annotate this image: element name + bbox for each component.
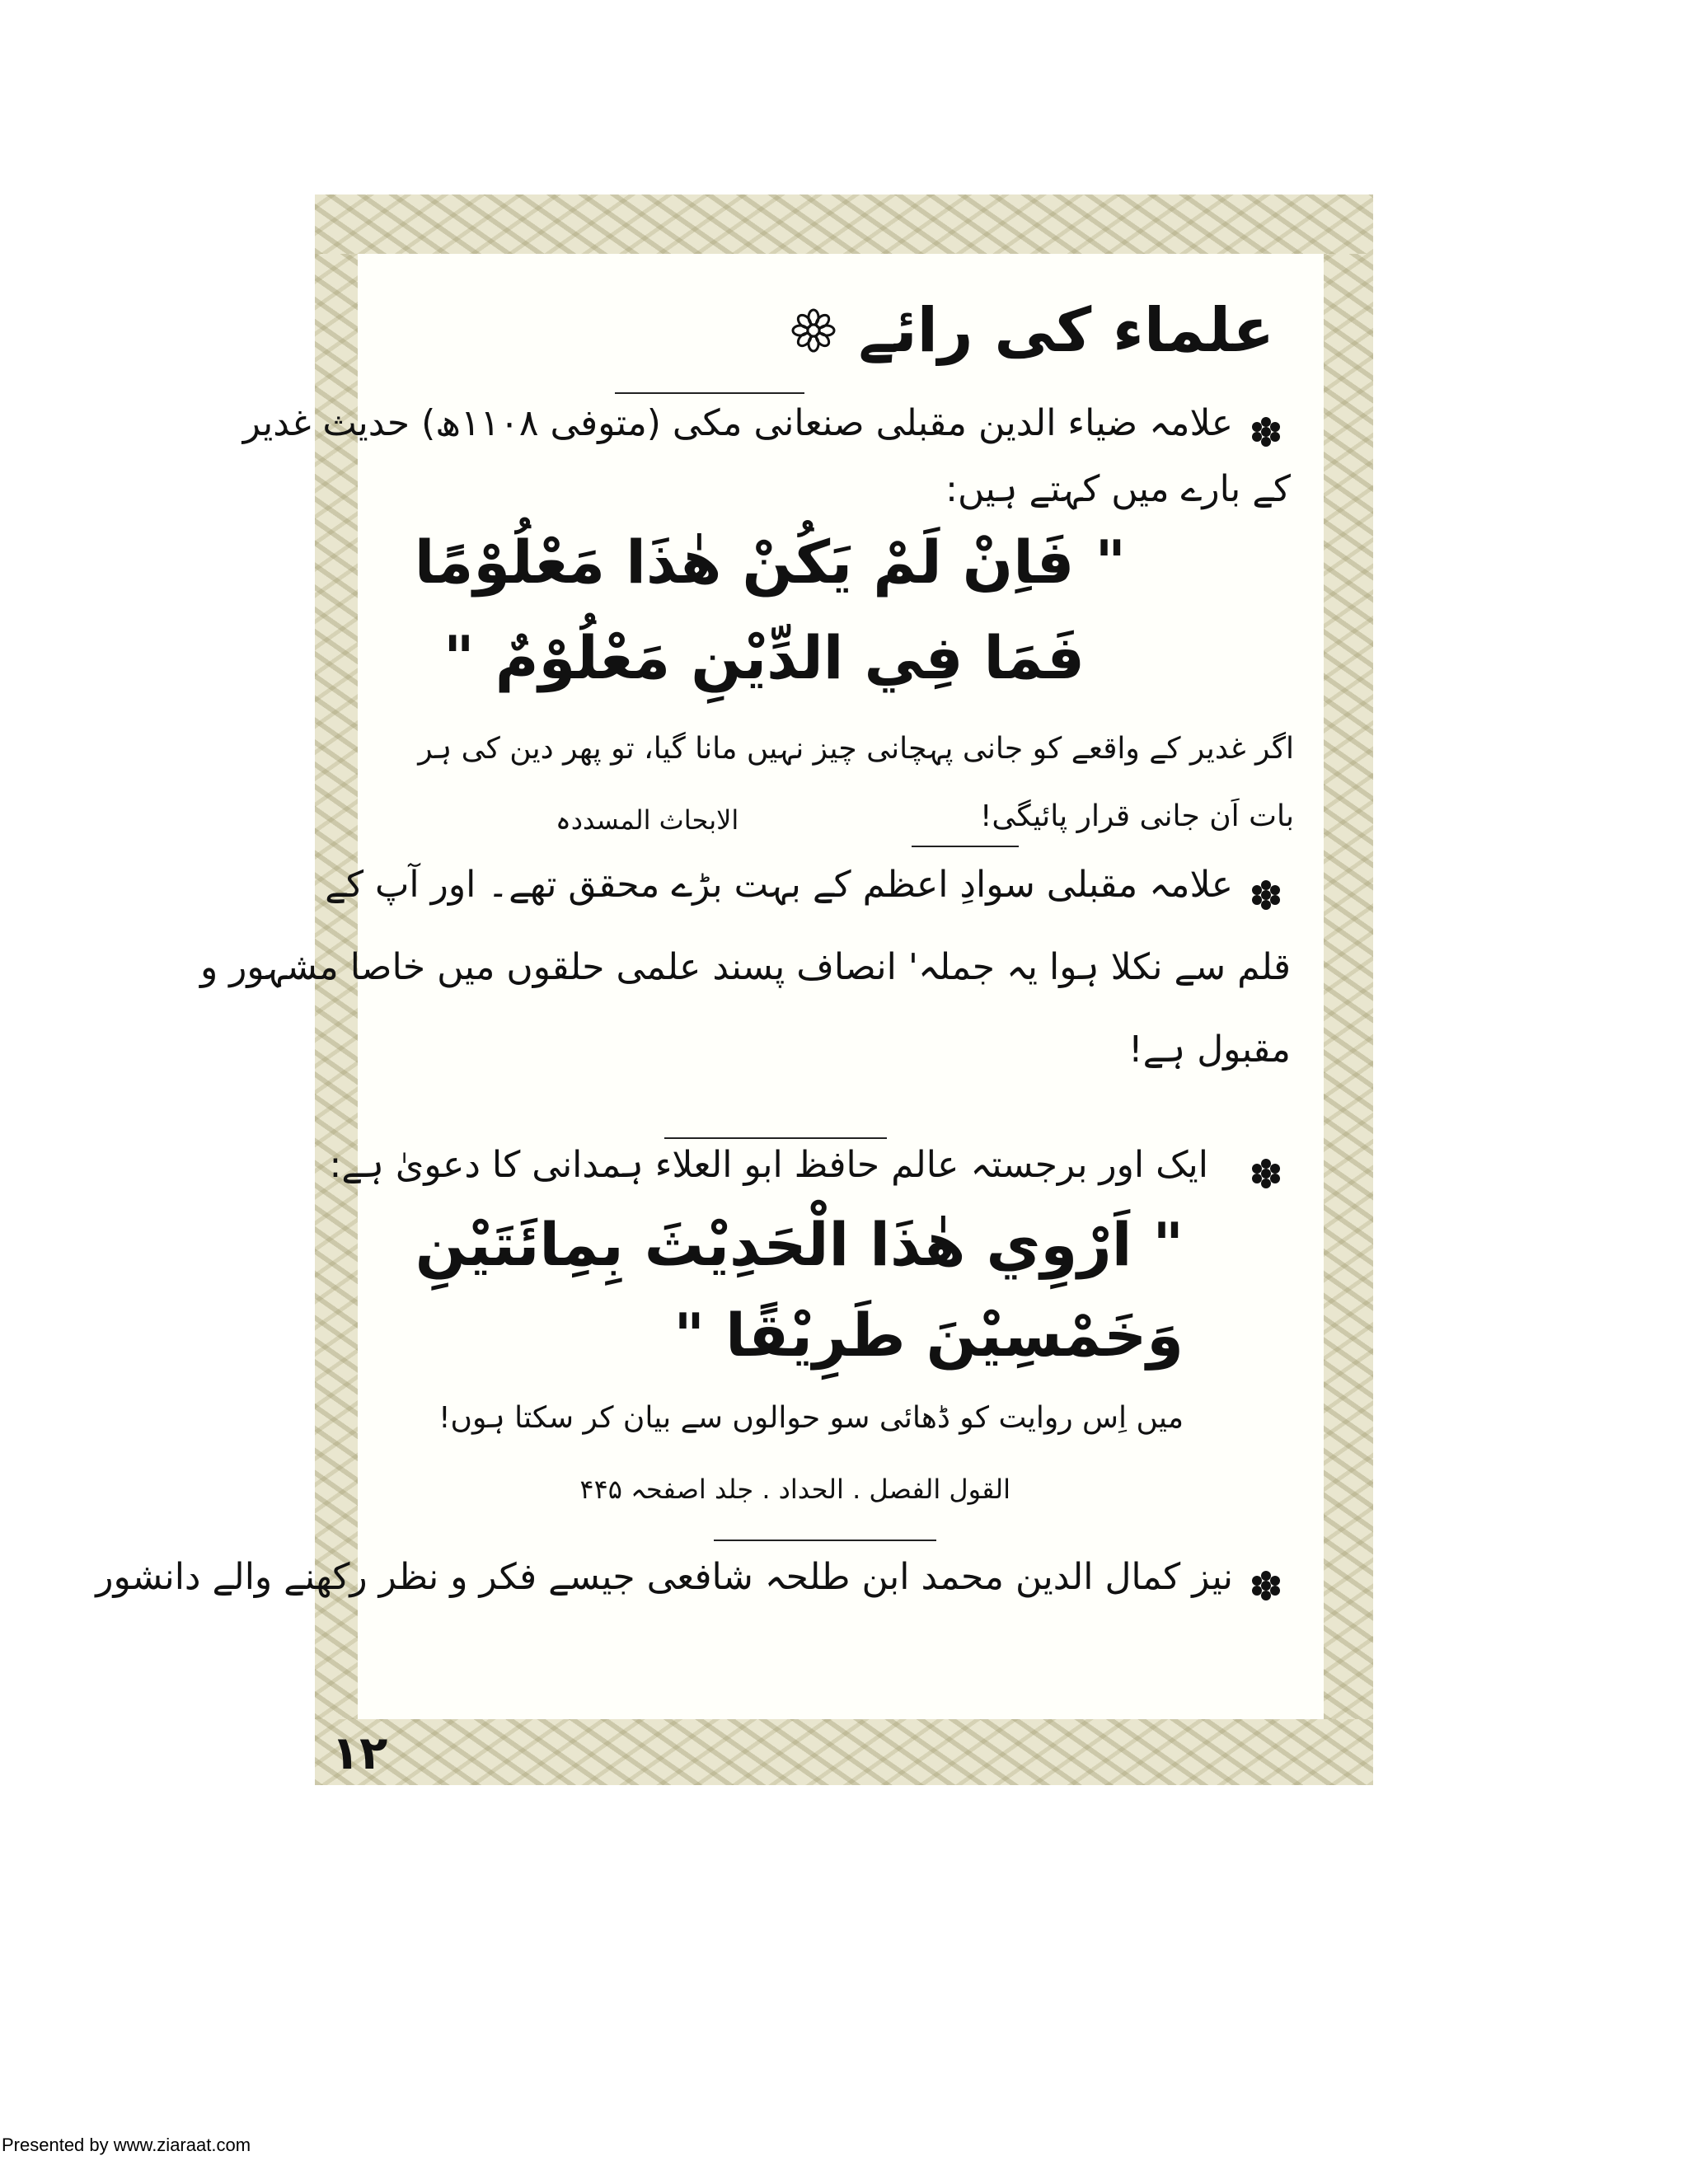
decorative-border-right [1324,254,1373,1719]
decorative-border-top [315,194,1373,254]
asterisk-bullet-icon [1250,879,1282,912]
section1-line2: کے بارے میں کہتے ہیں: [945,468,1291,510]
section2-line3: مقبول ہے! [1128,1029,1291,1071]
presented-by-footer: Presented by www.ziaraat.com [2,2135,251,2155]
arabic-quote-line: " اَرْوِي هٰذَا الْحَدِيْثَ بِمِائَتَيْنِ [415,1210,1184,1279]
arabic-quote-line: وَخَمْسِيْنَ طَرِيْقًا " [673,1301,1184,1370]
decorative-underline [912,846,1019,847]
section2-line2: قلم سے نکلا ہوا یہ جملہ' انصاف پسند علمی حلقوں میں خاصا مشہور و [199,946,1291,988]
asterisk-bullet-icon [1250,1157,1282,1190]
section2-line1: علامہ مقبلی سوادِ اعظم کے بہت بڑے محقق تھے۔ اور آپ کے [325,864,1233,906]
arabic-quote-line: " فَاِنْ لَمْ يَكُنْ هٰذَا مَعْلُوْمًا [414,527,1126,597]
flower-icon [790,307,837,354]
reference-citation: الابحاث المسددہ [556,804,739,836]
page-frame [96,194,1373,1785]
reference-citation: القول الفصل . الحداد . جلد اصفحہ ۴۴۵ [579,1474,1010,1505]
asterisk-bullet-icon [1250,1569,1282,1602]
translation-line: بات اَن جانی قرار پائیگی! [980,799,1294,833]
page-content [96,254,1324,1719]
decorative-overline [615,392,804,394]
decorative-overline [714,1540,936,1541]
page-title: علماء کی رائے [858,295,1274,366]
section4-line1: نیز کمال الدین محمد ابن طلحہ شافعی جیسے فکر و نظر رکھنے والے دانشور [96,1556,1233,1598]
section1-line1: علامہ ضیاء الدین مقبلی صنعانی مکی (متوفی ۱۱۰۸ھ) حدیث غدیر [242,402,1233,444]
translation-line: اگر غدیر کے واقعے کو جانی پہچانی چیز نہیں مانا گیا، تو پھر دین کی ہر [418,732,1294,766]
decorative-border-bottom [315,1719,1373,1785]
section3-line1: ایک اور برجستہ عالم حافظ ابو العلاء ہمدانی کا دعویٰ ہے: [329,1144,1208,1186]
page-number: ۱۲ [331,1727,388,1780]
translation-line: میں اِس روایت کو ڈھائی سو حوالوں سے بیان کر سکتا ہوں! [438,1401,1184,1435]
decorative-overline [664,1137,887,1139]
arabic-quote-line: فَمَا فِي الدِّيْنِ مَعْلُوْمٌ " [443,623,1085,692]
heading-row [790,295,1274,366]
asterisk-bullet-icon [1250,415,1282,448]
